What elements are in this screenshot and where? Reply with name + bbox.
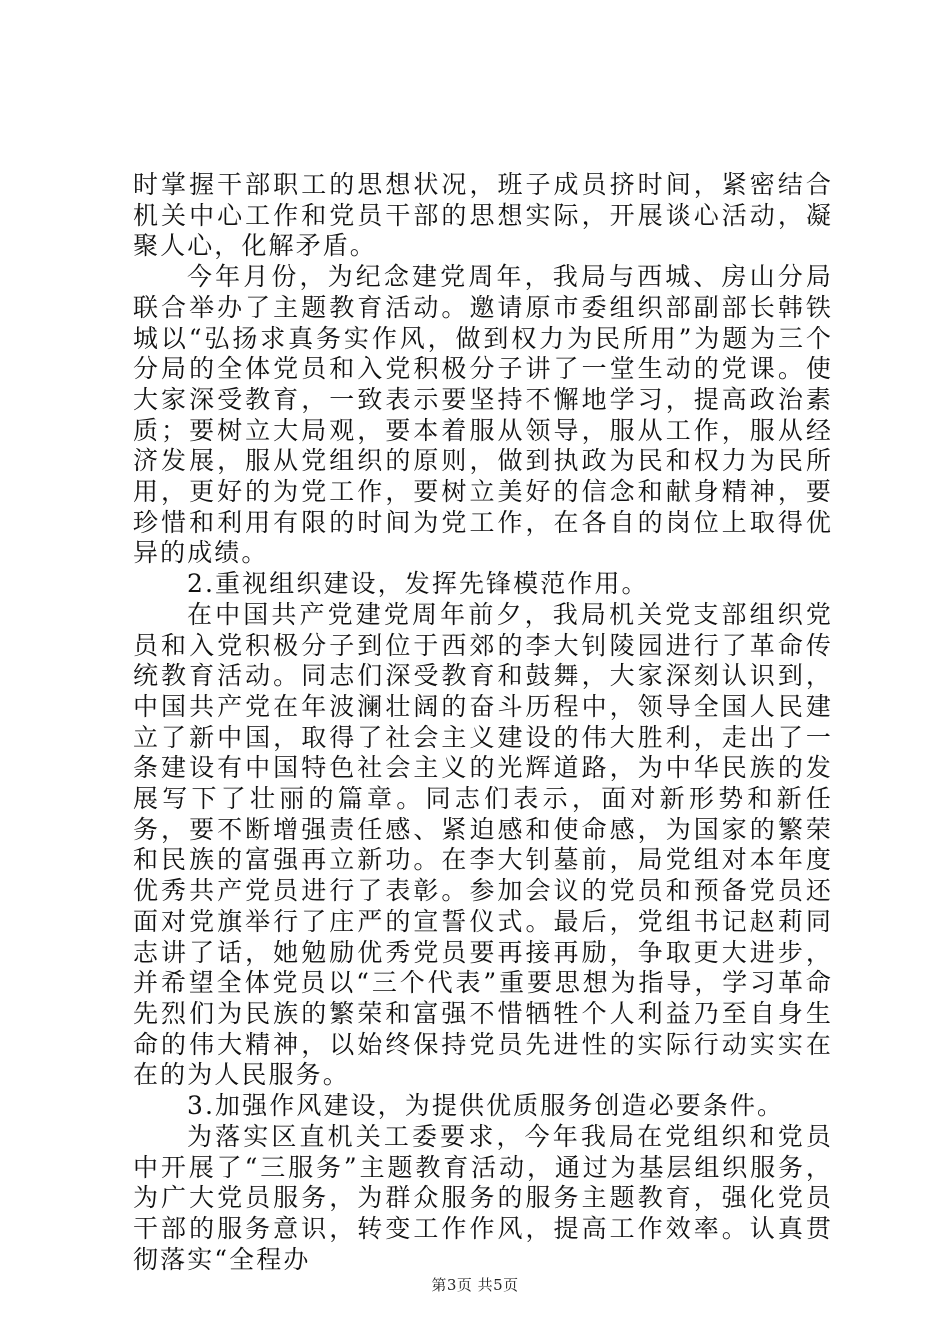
paragraph-anniversary-activity: 今年月份，为纪念建党周年，我局与西城、房山分局联合举办了主题教育活动。邀请原市委组织部副部长韩铁城以“弘扬求真务实作风，做到权力为民所用”为题为三个分局的全体党员和入党积极分子讲了一堂生动的党课。使大家深受教育，一致表示要坚持不懈地学习，提高政治素质；要树立大局观，要本着服从领导，服从工作，服从经济发展，服从党组织的原则，做到执政为民和权力为民所用，更好的为党工作，要树立美好的信念和献身精神，要珍惜和利用有限的时间为党工作，在各自的岗位上取得优异的成绩。 <box>133 262 833 568</box>
section-heading-3: 3.加强作风建设，为提供优质服务创造必要条件。 <box>187 1091 785 1121</box>
page-footer: 第3页 共5页 <box>431 1276 519 1294</box>
paragraph-service-education: 为落实区直机关工委要求，今年我局在党组织和党员中开展了“三服务”主题教育活动，通过为基层组织服务，为广大党员服务，为群众服务的服务主题教育，强化党员干部的服务意识，转变工作作风，提高工作效率。认真贯彻落实“全程办 <box>133 1121 833 1274</box>
document-body <box>133 170 833 1275</box>
paragraph-continuation: 时掌握干部职工的思想状况，班子成员挤时间，紧密结合机关中心工作和党员干部的思想实际，开展谈心活动，凝聚人心，化解矛盾。 <box>133 170 833 261</box>
paragraph-organization-building: 在中国共产党建党周年前夕，我局机关党支部组织党员和入党积极分子到位于西郊的李大钊陵园进行了革命传统教育活动。同志们深受教育和鼓舞，大家深刻认识到，中国共产党在年波澜壮阔的奋斗历程中，领导全国人民建立了新中国，取得了社会主义建设的伟大胜利，走出了一条建设有中国特色社会主义的光辉道路，为中华民族的发展写下了壮丽的篇章。同志们表示，面对新形势和新任务，要不断增强责任感、紧迫感和使命感，为国家的繁荣和民族的富强再立新功。在李大钊墓前，局党组对本年度优秀共产党员进行了表彰。参加会议的党员和预备党员还面对党旗举行了庄严的宣誓仪式。最后，党组书记赵莉同志讲了话，她勉励优秀党员要再接再励，争取更大进步，并希望全体党员以“三个代表”重要思想为指导，学习革命先烈们为民族的繁荣和富强不惜牺牲个人利益乃至自身生命的伟大精神，以始终保持党员先进性的实际行动实实在在的为人民服务。 <box>133 599 833 1090</box>
section-heading-2: 2.重视组织建设，发挥先锋模范作用。 <box>187 569 649 599</box>
